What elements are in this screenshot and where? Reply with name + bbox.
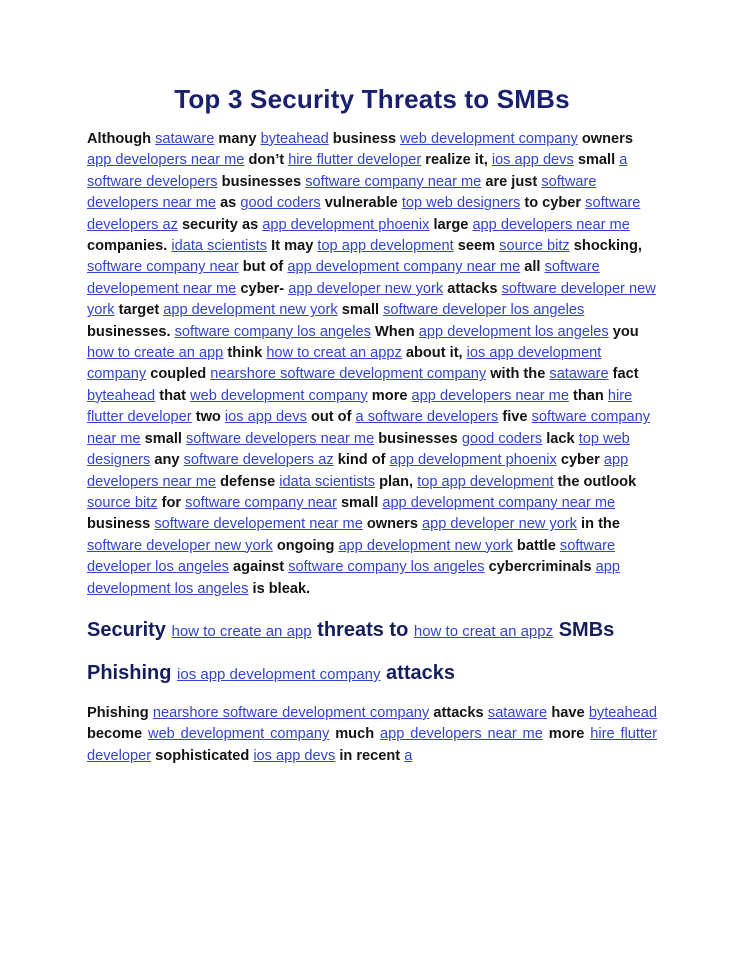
bold-text: attacks — [386, 661, 455, 684]
bold-text: attacks — [433, 704, 484, 721]
inline-link[interactable]: how to create an app — [171, 622, 312, 640]
inline-link[interactable]: app developers near me — [411, 387, 569, 404]
bold-text: is bleak. — [252, 580, 311, 597]
document-page — [87, 84, 657, 767]
bold-text: attacks — [447, 280, 498, 297]
inline-link[interactable]: top web designers — [401, 195, 521, 212]
inline-link[interactable]: how to creat an appz — [413, 622, 554, 640]
inline-link[interactable]: ios app devs — [224, 409, 307, 426]
inline-link[interactable]: app developers near me — [87, 152, 245, 169]
bold-text: than — [573, 387, 604, 404]
bold-text: SMBs — [558, 618, 615, 641]
bold-text: are just — [485, 173, 538, 190]
inline-link[interactable]: byteahead — [260, 131, 329, 147]
inline-link[interactable]: software developer new york — [87, 537, 273, 554]
bold-text: ongoing — [276, 537, 335, 554]
inline-link[interactable]: software developer los angeles — [383, 302, 585, 319]
bold-text: all — [524, 259, 541, 276]
inline-link[interactable]: sataware — [155, 131, 215, 147]
inline-link[interactable]: software company near — [87, 259, 239, 276]
bold-text: fact — [612, 366, 639, 383]
inline-link[interactable]: app development los angeles — [87, 559, 621, 597]
inline-link[interactable]: app development phoenix — [389, 452, 557, 469]
inline-link[interactable]: software developer new york — [87, 280, 656, 319]
inline-link[interactable]: hire flutter developer — [87, 726, 657, 764]
inline-link[interactable]: good coders — [461, 430, 543, 447]
inline-link[interactable]: good coders — [240, 195, 321, 212]
inline-link[interactable]: software developers az — [87, 195, 641, 233]
bold-text: much — [335, 726, 375, 743]
section-heading-security-threats — [87, 618, 657, 644]
bold-text: think — [227, 345, 263, 362]
bold-text: in recent — [339, 747, 401, 764]
bold-text: Phishing — [87, 704, 149, 721]
inline-link[interactable]: software developers near me — [87, 173, 597, 212]
inline-link[interactable]: a software developers — [87, 152, 628, 190]
inline-link[interactable]: byteahead — [87, 387, 156, 404]
bold-text: kind of — [337, 452, 386, 469]
bold-text: vulnerable — [324, 195, 398, 212]
bold-text: large — [433, 216, 469, 233]
inline-link[interactable]: software company near me — [87, 409, 651, 447]
inline-link[interactable]: app developer new york — [288, 280, 444, 297]
bold-text: battle — [516, 537, 556, 554]
inline-link[interactable]: app development company near me — [382, 494, 616, 511]
bold-text: companies. — [87, 238, 168, 255]
bold-text: Phishing — [87, 661, 172, 684]
bold-text: with the — [490, 366, 546, 383]
section-heading-phishing-attacks — [87, 661, 657, 687]
bold-text: many — [218, 131, 257, 147]
bold-text: five — [502, 409, 528, 426]
bold-text: coupled — [150, 366, 207, 383]
inline-link[interactable]: idata scientists — [171, 238, 268, 255]
inline-link[interactable]: app development company near me — [287, 259, 521, 276]
bold-text: businesses — [221, 173, 302, 190]
bold-text: any — [154, 452, 180, 469]
inline-link[interactable]: web development company — [148, 726, 330, 743]
bold-text: against — [233, 559, 285, 576]
inline-link[interactable]: sataware — [549, 366, 609, 383]
inline-link[interactable]: source bitz — [499, 238, 570, 255]
inline-link[interactable]: how to create an app — [87, 345, 224, 362]
inline-link[interactable]: app developers near me — [472, 216, 630, 233]
bold-text: businesses — [378, 430, 458, 447]
bold-text: Although — [87, 131, 152, 147]
phishing-paragraph — [87, 703, 657, 767]
bold-text: target — [118, 302, 160, 319]
bold-text: about it, — [405, 345, 463, 362]
bold-text: small — [341, 302, 380, 319]
bold-text: cyber- — [240, 280, 285, 297]
inline-link[interactable]: app development los angeles — [418, 323, 609, 340]
bold-text: you — [612, 323, 639, 340]
inline-link[interactable]: software company near me — [305, 173, 482, 190]
bold-text: that — [159, 387, 186, 404]
bold-text: business — [87, 516, 151, 533]
bold-text: owners — [581, 131, 633, 147]
inline-link[interactable]: app development new york — [338, 537, 513, 554]
inline-link[interactable]: nearshore software development company — [210, 366, 487, 383]
inline-link[interactable]: software company los angeles — [288, 559, 485, 576]
page-title: Top 3 Security Threats to SMBs — [174, 84, 570, 114]
bold-text: become — [87, 726, 143, 743]
bold-text: in the — [581, 516, 620, 533]
bold-text: shocking, — [573, 238, 642, 255]
bold-text: as — [220, 195, 237, 212]
bold-text: have — [551, 704, 585, 721]
inline-link[interactable]: ios app devs — [253, 747, 336, 764]
inline-link[interactable]: app development phoenix — [262, 216, 430, 233]
inline-link[interactable]: software developers near me — [186, 430, 375, 447]
bold-text: don’t — [248, 152, 285, 169]
bold-text: the outlook — [557, 473, 637, 490]
bold-text: lack — [546, 430, 575, 447]
bold-text: businesses. — [87, 323, 171, 340]
inline-link[interactable]: source bitz — [87, 494, 158, 511]
intro-paragraph — [87, 129, 657, 600]
inline-link[interactable]: a software developers — [355, 409, 499, 426]
bold-text: When — [375, 323, 415, 340]
bold-text: out of — [310, 409, 352, 426]
inline-link[interactable]: ios app devs — [491, 152, 574, 169]
bold-text: realize it, — [425, 152, 488, 169]
inline-link[interactable]: a — [404, 747, 413, 764]
inline-link[interactable]: ios app development company — [177, 665, 381, 683]
inline-link[interactable]: sataware — [487, 704, 548, 721]
bold-text: more — [371, 387, 408, 404]
bold-text: to cyber — [524, 195, 582, 212]
inline-link[interactable]: ios app development company — [87, 345, 602, 383]
bold-text: small — [340, 494, 379, 511]
bold-text: cybercriminals — [488, 559, 592, 576]
bold-text: threats to — [317, 618, 409, 641]
bold-text: Security — [87, 618, 166, 641]
inline-link[interactable]: app developers near me — [380, 726, 543, 743]
bold-text: business — [332, 131, 397, 147]
bold-text: It may — [271, 238, 314, 255]
bold-text: security as — [181, 216, 259, 233]
bold-text: two — [195, 409, 221, 426]
inline-link[interactable]: top app development — [417, 473, 554, 490]
inline-link[interactable]: app developer new york — [422, 516, 577, 533]
inline-link[interactable]: web development company — [190, 387, 368, 404]
inline-link[interactable]: software developer los angeles — [87, 537, 616, 576]
inline-link[interactable]: software company near — [185, 494, 337, 511]
inline-link[interactable]: web development company — [400, 131, 578, 147]
inline-link[interactable]: software developement near me — [87, 259, 600, 297]
inline-link[interactable]: app developers near me — [87, 452, 629, 490]
inline-link[interactable]: top app development — [317, 238, 454, 255]
inline-link[interactable]: how to creat an appz — [266, 345, 402, 362]
bold-text: more — [548, 726, 585, 743]
inline-link[interactable]: software developers az — [183, 452, 334, 469]
bold-text: owners — [366, 516, 418, 533]
bold-text: small — [144, 430, 182, 447]
bold-text: seem — [457, 238, 496, 255]
inline-link[interactable]: software company los angeles — [174, 323, 371, 340]
inline-link[interactable]: app development new york — [163, 302, 338, 319]
bold-text: but of — [242, 259, 284, 276]
bold-text: sophisticated — [155, 747, 250, 764]
bold-text: for — [161, 494, 182, 511]
bold-text: plan, — [379, 473, 414, 490]
bold-text: defense — [220, 473, 276, 490]
inline-link[interactable]: top web designers — [87, 430, 630, 469]
inline-link[interactable]: hire flutter developer — [87, 387, 633, 426]
inline-link[interactable]: hire flutter developer — [288, 152, 422, 169]
inline-link[interactable]: software developement near me — [154, 516, 363, 533]
inline-link[interactable]: byteahead — [588, 704, 657, 721]
inline-link[interactable]: nearshore software development company — [152, 704, 430, 721]
inline-link[interactable]: idata scientists — [279, 473, 375, 490]
bold-text: cyber — [560, 452, 600, 469]
bold-text: small — [577, 152, 616, 169]
